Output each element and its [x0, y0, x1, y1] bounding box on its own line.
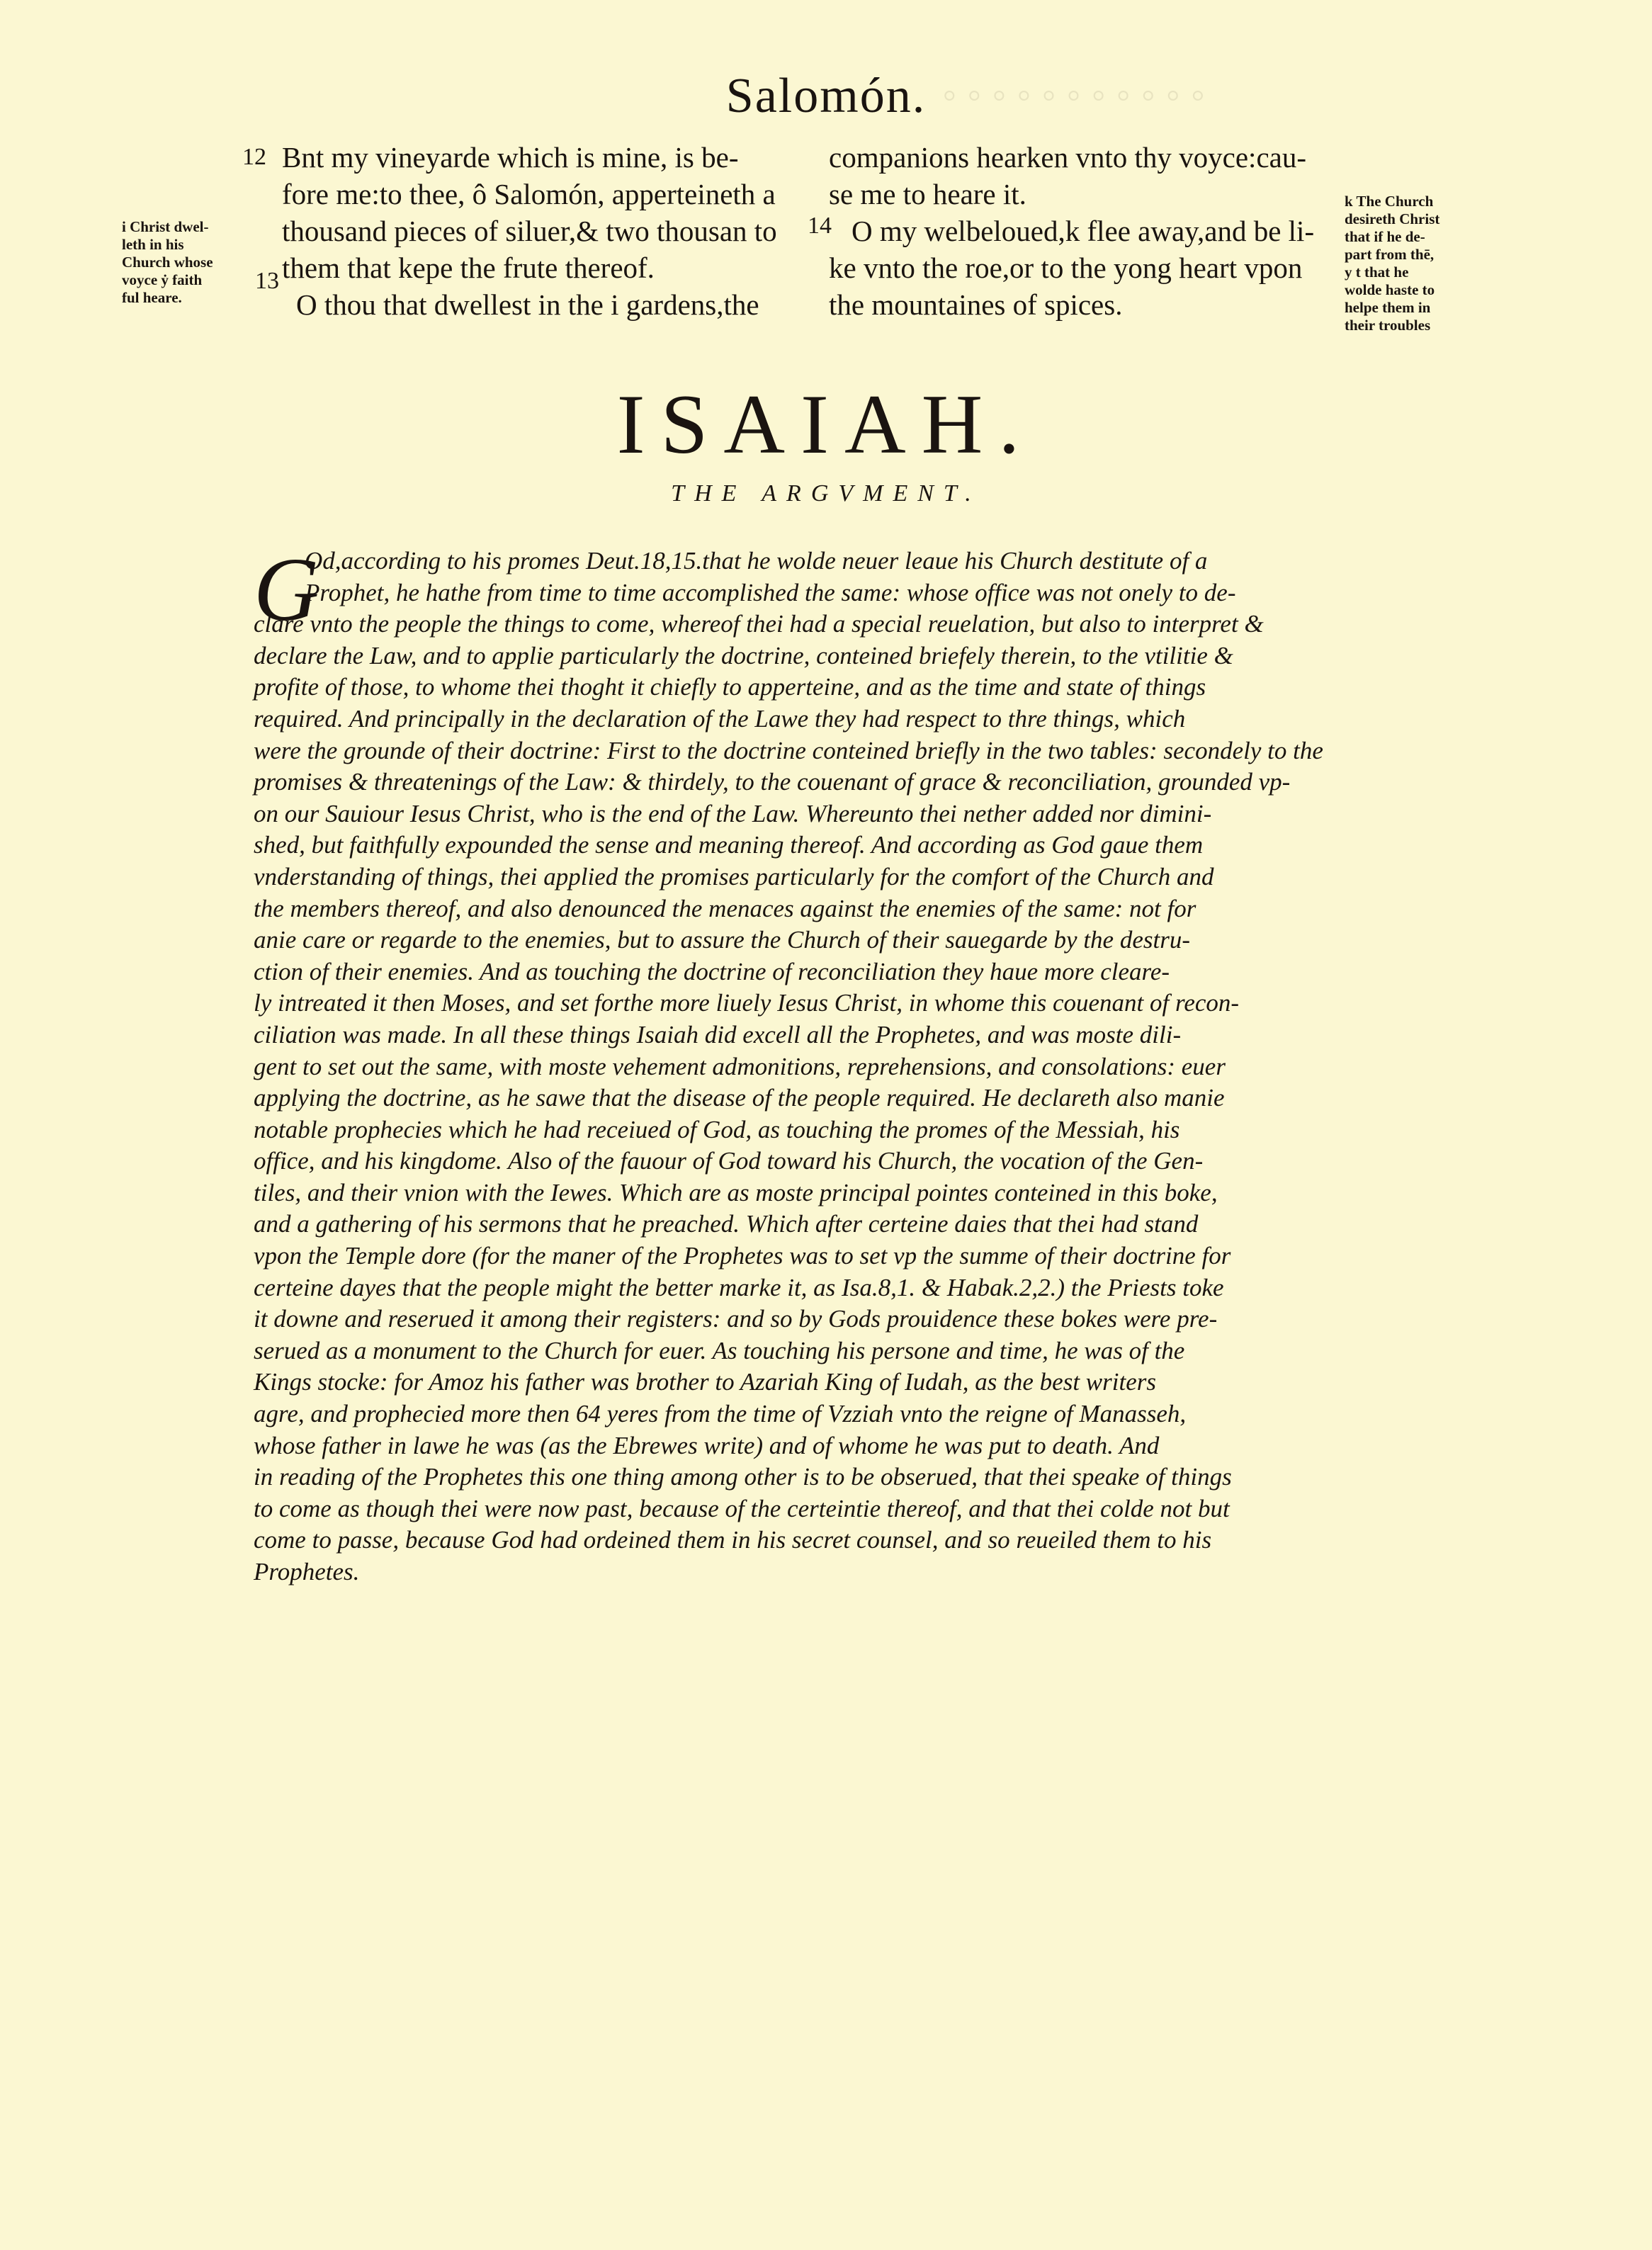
margin-note-line: k The Church	[1345, 193, 1434, 210]
argument-line: office, and his kingdome. Also of the fauour of God toward his Church, the vocation of the Gen-	[254, 1147, 1204, 1175]
song-line: the mountaines of spices.	[829, 288, 1123, 321]
argument-text	[254, 539, 1348, 1588]
argument-line: Prophet, he hathe from time to time accomplished the same: whose office was not onely to de-	[305, 578, 1236, 606]
argument-line: ciliation was made. In all these things Isaiah did excell all the Prophetes, and was moste dili-	[254, 1020, 1182, 1048]
verse-number-13: 13	[255, 268, 279, 294]
margin-note-line: ful heare.	[122, 289, 182, 306]
song-line: companions hearken vnto thy voyce:cau-	[829, 141, 1306, 174]
argument-line: in reading of the Prophetes this one thing among other is to be obserued, that thei speake of things	[254, 1463, 1232, 1491]
book-title: ISAIAH.	[616, 377, 1036, 471]
argument-line: profite of those, to whome thei thoght it chiefly to apperteine, and as the time and state of things	[254, 673, 1206, 701]
argument-line: shed, but faithfully expounded the sense and meaning thereof. And according as God gaue them	[254, 831, 1204, 859]
argument-line: gent to set out the same, with moste vehement admonitions, reprehensions, and consolations: euer	[254, 1052, 1226, 1080]
margin-note-line: wolde haste to	[1345, 281, 1435, 298]
argument-line: vnderstanding of things, thei applied the promises particularly for the comfort of the Church and	[254, 862, 1214, 891]
argument-line: anie care or regarde to the enemies, but to assure the Church of their sauegarde by the destru-	[254, 926, 1190, 954]
margin-note-line: part from thē,	[1345, 246, 1435, 263]
argument-line: promises & threatenings of the Law: & thirdely, to the couenant of grace & reconciliation, grounded vp-	[254, 768, 1291, 796]
song-line: fore me:to thee, ô Salomón, apperteineth a	[282, 178, 776, 210]
argument-line: it downe and reserued it among their registers: and so by Gods prouidence these bokes were pre-	[254, 1305, 1218, 1333]
margin-note-line: y t that he	[1345, 264, 1409, 281]
verse-number-14: 14	[808, 213, 832, 239]
argument-line: declare the Law, and to applie particularly the doctrine, conteined briefely therein, to the vtilitie &	[254, 641, 1233, 669]
margin-note-right	[1345, 193, 1486, 334]
argument-line: Prophetes.	[254, 1558, 360, 1585]
margin-note-line: i Christ dwel-	[122, 218, 209, 235]
song-line: them that kepe the frute thereof.	[282, 251, 655, 284]
argument-line: on our Sauiour Iesus Christ, who is the end of the Law. Whereunto thei nether added nor dimini-	[254, 799, 1212, 827]
song-line: se me to heare it.	[829, 178, 1026, 210]
margin-note-line: voyce ẏ faith	[122, 271, 203, 288]
margin-note-line: leth in his	[122, 236, 184, 253]
argument-heading: THE ARGVMENT.	[671, 480, 981, 507]
song-column-left	[282, 139, 810, 323]
song-line: ke vnto the roe,or to the yong heart vpon	[829, 251, 1303, 284]
argument-line: tiles, and their vnion with the Iewes. Which are as moste principal pointes conteined in this boke,	[254, 1178, 1218, 1206]
song-line: Bnt my vineyarde which is mine, is be-	[282, 141, 739, 174]
argument-line: ly intreated it then Moses, and set forthe more liuely Iesus Christ, in whome this couenant of recon-	[254, 989, 1240, 1017]
margin-note-line: helpe them in	[1345, 299, 1431, 316]
argument-line: serued as a monument to the Church for euer. As touching his persone and time, he was of the	[254, 1336, 1185, 1364]
margin-note-line: that if he de-	[1345, 228, 1425, 245]
argument-line: agre, and prophecied more then 64 yeres from the time of Vzziah vnto the reigne of Manasseh,	[254, 1400, 1187, 1428]
verse-number-12: 12	[242, 144, 266, 170]
argument-line: notable prophecies which he had receiued of God, as touching the promes of the Messiah, his	[254, 1115, 1180, 1143]
song-line: thousand pieces of siluer,& two thousan to	[282, 215, 777, 247]
argument-line: certeine dayes that the people might the better marke it, as Isa.8,1. & Habak.2,2.) the Priests toke	[254, 1273, 1224, 1301]
argument-line: the members thereof, and also denounced the menaces against the enemies of the same: not for	[254, 894, 1196, 922]
song-line: O thou that dwellest in the i gardens,the	[296, 288, 759, 321]
argument-line: Kings stocke: for Amoz his father was brother to Azariah King of Iudah, as the best writers	[254, 1368, 1156, 1396]
song-line: O my welbeloued,k flee away,and be li-	[852, 215, 1315, 247]
argument-line: and a gathering of his sermons that he preached. Which after certeine daies that thei had stand	[254, 1210, 1199, 1238]
drop-cap: G	[254, 539, 319, 640]
margin-note-line: Church whose	[122, 254, 213, 271]
show-through-text: ◦ ◦ ◦ ◦ ◦ ◦ ◦ ◦ ◦ ◦ ◦	[942, 72, 1206, 118]
argument-line: required. And principally in the declaration of the Lawe they had respect to thre things, which	[254, 704, 1186, 733]
margin-note-line: their troubles	[1345, 317, 1431, 334]
argument-line: applying the doctrine, as he sawe that the disease of the people required. He declareth also manie	[254, 1084, 1225, 1112]
argument-line: vpon the Temple dore (for the maner of the Prophetes was to set vp the summe of their doctrine for	[254, 1242, 1231, 1270]
argument-line: whose father in lawe he was (as the Ebrewes write) and of whome he was put to death. And	[254, 1431, 1160, 1459]
argument-line: were the grounde of their doctrine: First to the doctrine conteined briefly in the two tables: secondely to the	[254, 736, 1323, 764]
argument-line: clare vnto the people the things to come, whereof thei had a special reuelation, but also to interpret &	[254, 610, 1264, 638]
argument-line: ction of their enemies. And as touching the doctrine of reconciliation they haue more cleare-	[254, 957, 1170, 985]
margin-note-left	[122, 218, 256, 307]
song-column-right	[829, 139, 1350, 323]
argument-line: come to passe, because God had ordeined them in his secret counsel, and so reueiled them to his	[254, 1526, 1212, 1554]
running-head: Salomón.	[725, 69, 927, 123]
argument-line: Od,according to his promes Deut.18,15.that he wolde neuer leaue his Church destitute of a	[305, 547, 1208, 575]
argument-line: to come as though thei were now past, because of the certeintie thereof, and that thei colde not but	[254, 1494, 1230, 1522]
margin-note-line: desireth Christ	[1345, 210, 1440, 227]
